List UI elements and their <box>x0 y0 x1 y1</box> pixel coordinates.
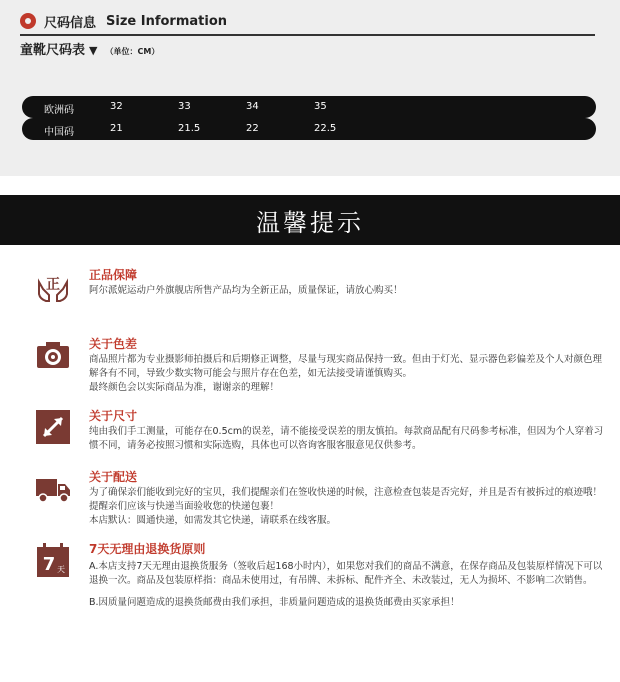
tip-body <box>89 425 609 453</box>
size-row-eu <box>22 96 596 118</box>
genuine-hands-icon <box>35 268 71 304</box>
truck-icon <box>35 470 71 506</box>
tip-line: 纯由我们手工测量，可能存在0.5cm的误差，请不能接受误差的朋友慎拍。每款商品配有尺码参考标准，但因为个人穿着习惯不同，请务必按照习惯和实际选购，具体也可以咨询客服客服意见仅供参考。 <box>89 426 604 451</box>
tips-banner-title: 温馨提示 <box>256 208 364 237</box>
section-bullet-icon <box>20 13 36 29</box>
resize-arrow-icon <box>35 409 71 445</box>
tip-line: 阿尔派妮运动户外旗舰店所售产品均为全新正品，质量保证，请放心购买！ <box>89 285 403 296</box>
tip-body <box>89 353 609 395</box>
triangle-down-icon: ▼ <box>89 44 98 57</box>
tip-body <box>89 560 609 610</box>
tip-title: 正品保障 <box>89 268 138 282</box>
size-title-cn: 尺码信息 <box>44 15 97 31</box>
tip-body <box>89 486 609 528</box>
size-title-en: Size Information <box>106 13 228 29</box>
tip-title: 关于尺寸 <box>89 409 138 423</box>
tip-line: 为了确保亲们能收到完好的宝贝，我们提醒亲们在签收快递的时候，注意检查包装是否完好，并且是否有被拆过的痕迹哦！提醒亲们应该与快递当面验收您的快递包裹！ <box>89 487 603 512</box>
row-label: 欧洲码 <box>44 105 74 116</box>
size-cell: 22.5 <box>314 123 337 134</box>
size-table-title <box>20 39 159 58</box>
tip-line: 商品照片都为专业摄影师拍摄后和后期修正调整，尽量与现实商品保持一致。但由于灯光、显示器色彩偏差及个人对颜色理解各有不同，导致少数实物可能会与照片存在色差，如无法接受请谨慎购买。 <box>89 354 603 379</box>
size-cell: 35 <box>314 101 327 112</box>
tip-title: 关于色差 <box>89 337 138 351</box>
table-title-text: 童靴尺码表 <box>20 43 86 58</box>
tip-size <box>35 407 605 462</box>
tip-body <box>89 284 609 298</box>
tip-line: B.因质量问题造成的退换货邮费由我们承担，非质量问题造成的退换货邮费由买家承担！ <box>89 597 460 608</box>
tip-line: 最终颜色会以实际商品为准，谢谢亲的理解！ <box>89 382 280 393</box>
row-label: 中国码 <box>44 127 74 138</box>
size-cell: 33 <box>178 101 191 112</box>
calendar-number: 7 <box>42 554 56 575</box>
tip-title: 关于配送 <box>89 470 138 484</box>
tip-color <box>35 335 605 397</box>
size-cell: 22 <box>246 123 259 134</box>
size-row-cn <box>22 118 596 140</box>
tips-banner <box>0 195 620 245</box>
size-cell: 21 <box>110 123 123 134</box>
tip-return <box>35 540 605 680</box>
spacer <box>89 588 609 596</box>
size-header <box>20 10 227 32</box>
tip-line: 本店默认：圆通快递，如需发其它快递，请联系在线客服。 <box>89 515 337 526</box>
size-cell: 34 <box>246 101 259 112</box>
calendar-day: 天 <box>57 565 65 574</box>
calendar-7-day-icon <box>35 542 71 578</box>
size-section <box>0 0 620 176</box>
tip-genuine <box>35 266 605 312</box>
camera-icon <box>35 337 71 373</box>
tip-delivery <box>35 468 605 528</box>
tip-title: 7天无理由退换货原则 <box>89 542 206 556</box>
table-unit: （单位：CM） <box>105 47 160 56</box>
genuine-glyph: 正 <box>46 277 60 293</box>
size-cell: 21.5 <box>178 123 201 134</box>
tip-line: A.本店支持7天无理由退换货服务（签收后起168小时内），如果您对我们的商品不满意，在保存商品及包装原样情况下可以退换一次。商品及包装原样指：商品未使用过，有吊牌、未拆标、配件齐全、未改装过，无人为损坏、不影响二次销售。 <box>89 561 603 586</box>
size-cell: 32 <box>110 101 123 112</box>
divider <box>20 34 595 36</box>
